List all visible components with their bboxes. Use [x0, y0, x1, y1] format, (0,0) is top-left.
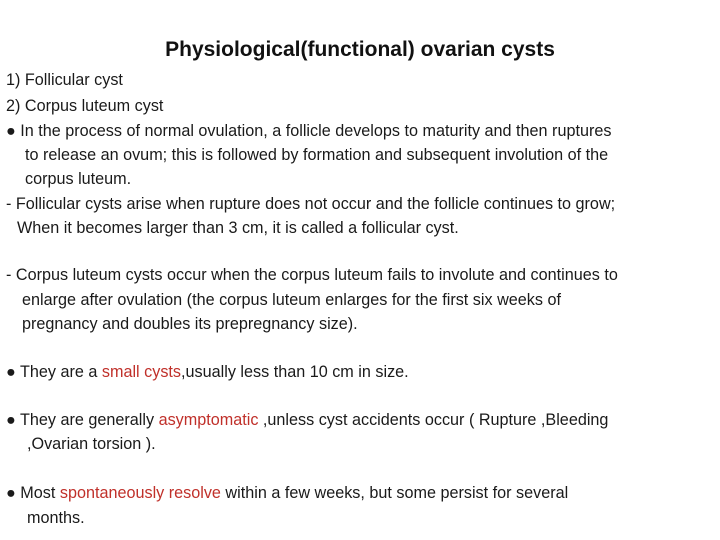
bullet-size — [6, 360, 711, 384]
bullet-text: ,unless cyst accidents occur ( Rupture ,Bleeding — [258, 411, 609, 429]
bullet-text: ● Most — [6, 484, 60, 502]
bullet-resolve — [6, 481, 711, 505]
paragraph-line: - Follicular cysts arise when rupture does not occur and the follicle continues to grow; — [6, 195, 616, 213]
slide-title: Physiological(functional) ovarian cysts — [165, 38, 555, 61]
highlight-small-cysts: small cysts — [101, 363, 182, 381]
bullet-text: ● They are a — [6, 363, 102, 381]
highlight-spontaneously-resolve: spontaneously resolve — [59, 484, 221, 502]
paragraph-line: ,Ovarian torsion ). — [27, 435, 156, 453]
bullet-text: ,usually less than 10 cm in size. — [181, 363, 409, 381]
paragraph-line: pregnancy and doubles its prepregnancy size). — [22, 315, 358, 333]
bullet-text: within a few weeks, but some persist for several — [220, 484, 569, 502]
paragraph-line: enlarge after ovulation (the corpus luteum enlarges for the first six weeks of — [22, 291, 561, 309]
paragraph-line: corpus luteum. — [25, 170, 132, 188]
paragraph-line: ● In the process of normal ovulation, a follicle develops to maturity and then ruptures — [6, 122, 612, 140]
bullet-asymptomatic — [6, 408, 711, 432]
paragraph-line: When it becomes larger than 3 cm, it is called a follicular cyst. — [17, 219, 459, 237]
paragraph-line: - Corpus luteum cysts occur when the corpus luteum fails to involute and continues to — [6, 266, 618, 284]
list-item-corpus-luteum: 2) Corpus luteum cyst — [6, 97, 164, 115]
list-item-follicular: 1) Follicular cyst — [6, 71, 123, 89]
bullet-text: ● They are generally — [6, 411, 159, 429]
highlight-asymptomatic: asymptomatic — [158, 411, 259, 429]
paragraph-line: to release an ovum; this is followed by formation and subsequent involution of the — [25, 146, 609, 164]
paragraph-line: months. — [27, 509, 85, 527]
